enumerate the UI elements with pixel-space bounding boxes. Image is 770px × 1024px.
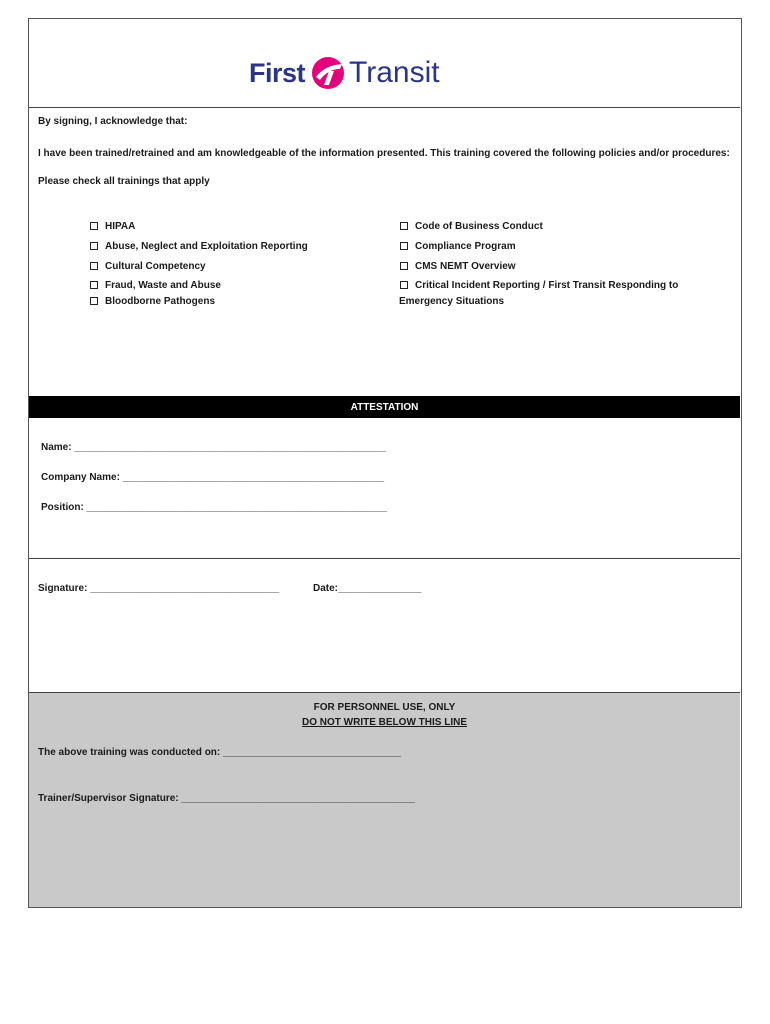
logo-transit-text: Transit [349,56,440,89]
training-label: Code of Business Conduct [415,221,543,232]
checkbox-critical-incident[interactable] [400,281,408,289]
checkbox-compliance[interactable] [400,242,408,250]
first-transit-mark-icon [310,55,346,91]
position-field[interactable]: Position: ______________________________________________________ [41,502,387,513]
checkbox-code-of-conduct[interactable] [400,222,408,230]
first-transit-logo [249,53,440,93]
logo-first-text: First [249,57,306,88]
intro-acknowledge: By signing, I acknowledge that: [38,116,188,127]
training-label: Cultural Competency [105,261,206,272]
training-label: Bloodborne Pathogens [105,296,215,307]
training-conducted-field[interactable]: The above training was conducted on: ________________________________ [38,747,401,758]
company-name-field[interactable]: Company Name: _______________________________________________ [41,472,385,483]
date-field[interactable]: Date:_______________ [313,583,422,594]
training-form [28,18,742,908]
intro-check-all: Please check all trainings that apply [38,176,210,187]
personnel-subtitle-text: DO NOT WRITE BELOW THIS LINE [302,717,467,728]
training-item-critical-incident[interactable] [400,280,678,291]
training-item-bloodborne[interactable] [90,296,215,307]
checkbox-abuse[interactable] [90,242,98,250]
intro-trained: I have been trained/retrained and am knowledgeable of the information presented. This training covered the following policies and/or procedures: [38,148,730,159]
training-item-hipaa[interactable] [90,221,135,232]
signature-field[interactable]: Signature: __________________________________ [38,583,280,594]
training-item-compliance[interactable] [400,241,516,252]
attestation-title: ATTESTATION [350,402,419,413]
checkbox-hipaa[interactable] [90,222,98,230]
training-item-cultural[interactable] [90,261,206,272]
training-item-cms-nemt[interactable] [400,261,516,272]
checkbox-cultural[interactable] [90,262,98,270]
trainer-signature-field[interactable]: Trainer/Supervisor Signature: __________________________________________ [38,793,415,804]
training-label: Compliance Program [415,241,516,252]
training-item-fraud[interactable] [90,280,221,291]
section-divider [29,558,740,559]
training-label: HIPAA [105,221,136,232]
training-label: Fraud, Waste and Abuse [105,280,221,291]
name-field[interactable]: Name: ________________________________________________________ [41,442,386,453]
checkbox-cms-nemt[interactable] [400,262,408,270]
attestation-bar [29,396,740,418]
training-item-critical-incident-cont: Emergency Situations [399,296,505,307]
checkbox-fraud[interactable] [90,281,98,289]
training-label: CMS NEMT Overview [415,261,516,272]
training-item-abuse[interactable] [90,241,308,252]
logo-header [29,19,740,108]
training-label: Abuse, Neglect and Exploitation Reporting [105,241,308,252]
personnel-subtitle [29,717,740,728]
training-item-code-of-conduct[interactable] [400,221,543,232]
checkbox-bloodborne[interactable] [90,297,98,305]
personnel-section [29,692,740,907]
training-label: Critical Incident Reporting / First Transit Responding to [415,280,679,291]
personnel-title: FOR PERSONNEL USE, ONLY [313,702,456,713]
